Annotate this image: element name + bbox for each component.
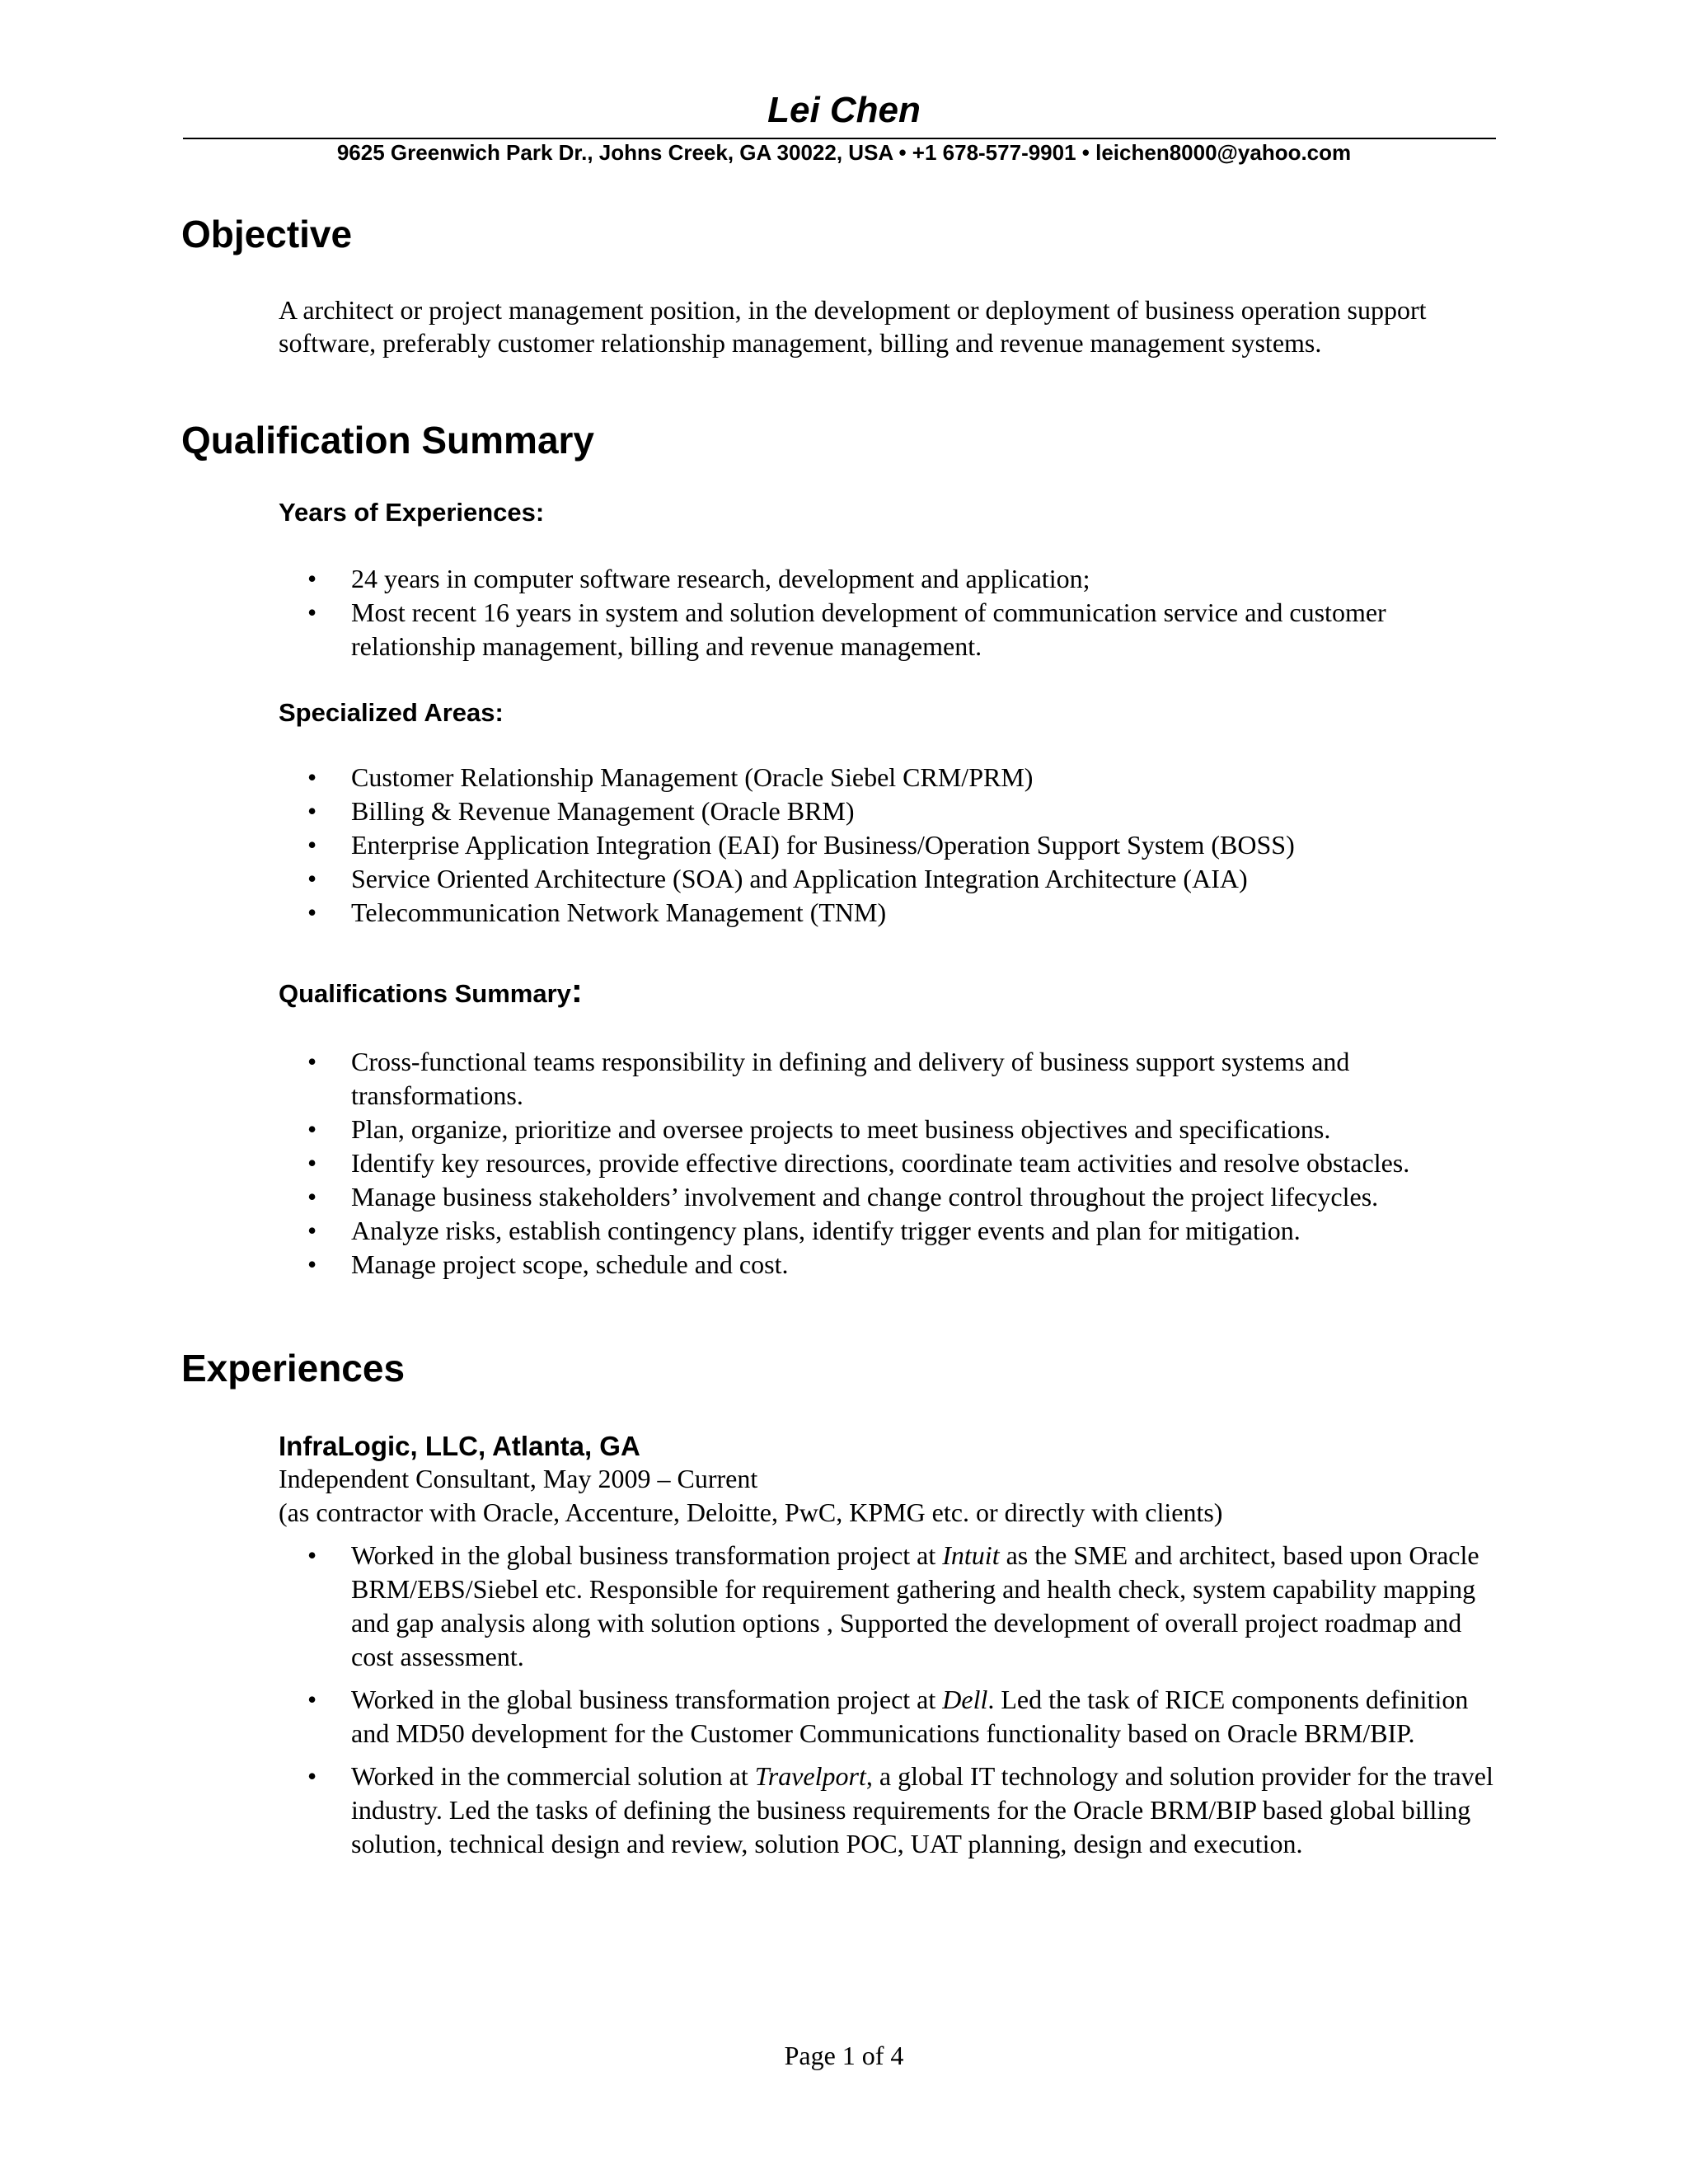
job-bullet: • Worked in the global business transformation project at Dell. Led the task of RICE components definition and MD50 development for the Customer Communications functionality based on Oracle BRM/BIP. [279, 1683, 1498, 1750]
company-name: InfraLogic, LLC, Atlanta, GA [279, 1431, 640, 1461]
list-item: • Plan, organize, prioritize and oversee projects to meet business objectives and specifications. [279, 1113, 1498, 1146]
years-of-experience-heading: Years of Experiences: [279, 498, 545, 527]
job-bullets [279, 1539, 1498, 1870]
list-item: • Cross-functional teams responsibility in defining and delivery of business support systems and transformations. [279, 1045, 1498, 1113]
experiences-heading: Experiences [181, 1347, 406, 1390]
contact-line: 9625 Greenwich Park Dr., Johns Creek, GA 30022, USA • +1 678-577-9901 • leichen8000@yahoo.com [336, 140, 1352, 165]
list-item: • Manage project scope, schedule and cost. [279, 1248, 1498, 1282]
qualifications-summary-list [279, 1045, 1498, 1282]
client-name: Travelport [754, 1761, 866, 1791]
specialized-areas-list [279, 761, 1498, 930]
qualifications-summary-heading: Qualifications Summary: [279, 971, 583, 1010]
specialized-areas-heading: Specialized Areas: [279, 698, 504, 727]
objective-heading: Objective [181, 213, 353, 255]
job-bullet: • Worked in the commercial solution at Travelport, a global IT technology and solution provider for the travel industry. Led the tasks of defining the business requirements for the Oracle BRM/BIP based global billing solution, technical design and review, solution POC, UAT planning, design and execution. [279, 1760, 1498, 1861]
client-name: Dell [942, 1685, 988, 1714]
list-item: • Manage business stakeholders’ involvement and change control throughout the project lifecycles. [279, 1180, 1498, 1214]
objective-text: A architect or project management position, in the development or deployment of business operation support software, preferably customer relationship management, billing and revenue management systems. [279, 295, 1427, 358]
job-title: Independent Consultant, May 2009 – Current [279, 1464, 758, 1493]
list-item: • Service Oriented Architecture (SOA) and Application Integration Architecture (AIA) [279, 862, 1498, 896]
years-of-experience-list [279, 562, 1498, 663]
qualification-summary-heading: Qualification Summary [181, 419, 595, 462]
list-item: • 24 years in computer software research, development and application; [279, 562, 1498, 596]
list-item: • Telecommunication Network Management (TNM) [279, 896, 1498, 930]
list-item: • Billing & Revenue Management (Oracle BRM) [279, 794, 1498, 828]
job-bullet: • Worked in the global business transformation project at Intuit as the SME and architect, based upon Oracle BRM/EBS/Siebel etc. Responsible for requirement gathering and health check, system capability mapping and gap analysis along with solution options , Supported the development of overall project roadmap and cost assessment. [279, 1539, 1498, 1674]
list-item: • Most recent 16 years in system and solution development of communication service and customer relationship management, billing and revenue management. [279, 596, 1498, 663]
list-item: • Analyze risks, establish contingency plans, identify trigger events and plan for mitigation. [279, 1214, 1498, 1248]
list-item: • Enterprise Application Integration (EAI) for Business/Operation Support System (BOSS) [279, 828, 1498, 862]
list-item: • Customer Relationship Management (Oracle Siebel CRM/PRM) [279, 761, 1498, 794]
job-note: (as contractor with Oracle, Accenture, Deloitte, PwC, KPMG etc. or directly with clients) [279, 1497, 1223, 1527]
candidate-name: Lei Chen [767, 90, 921, 130]
client-name: Intuit [942, 1540, 1000, 1570]
page-number: Page 1 of 4 [784, 2041, 904, 2070]
list-item: • Identify key resources, provide effective directions, coordinate team activities and resolve obstacles. [279, 1146, 1498, 1180]
